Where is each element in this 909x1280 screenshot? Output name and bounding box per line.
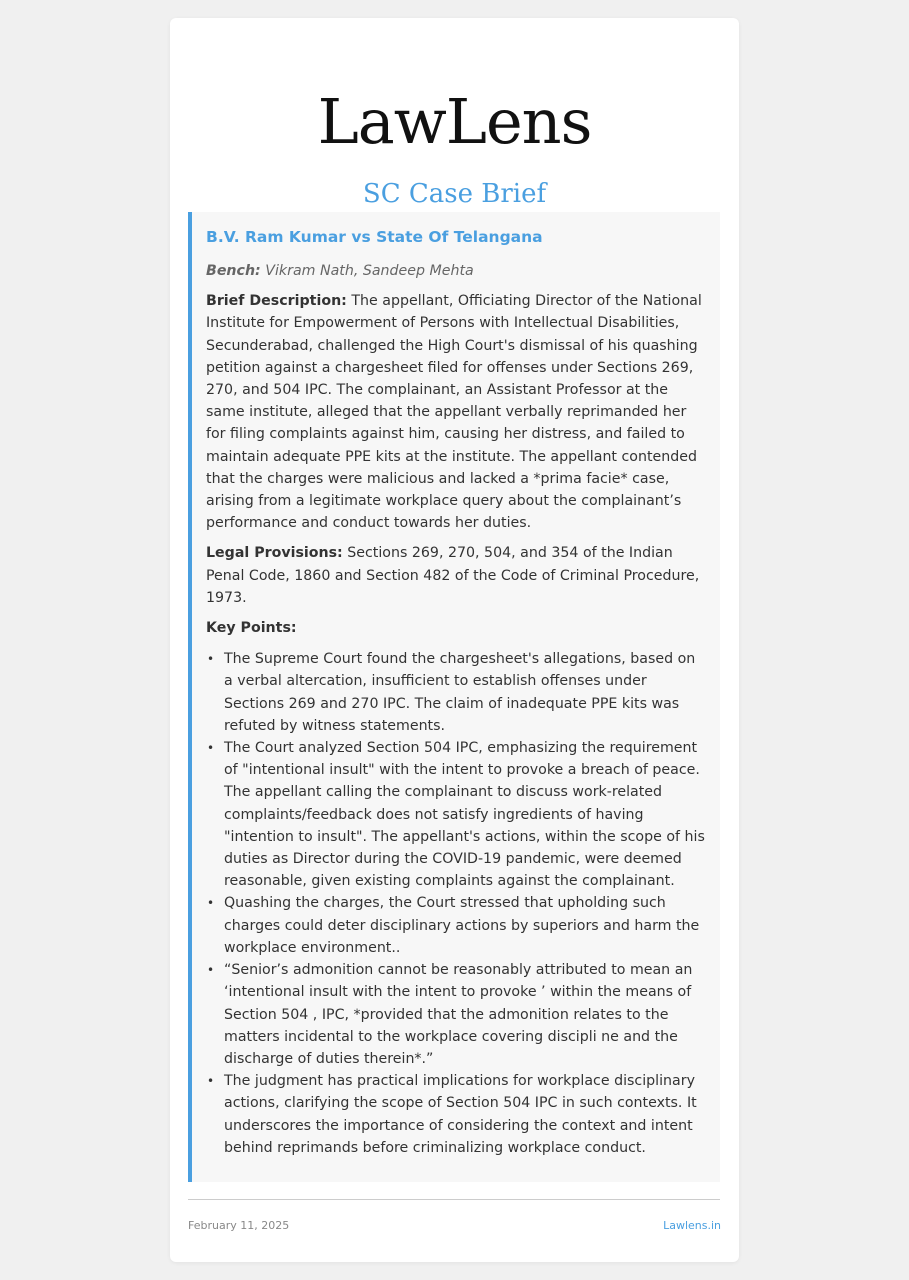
bullet-icon: • <box>207 896 215 911</box>
brief-description <box>206 290 706 534</box>
bench-label: Bench: <box>206 263 261 279</box>
bullet-icon: • <box>207 1074 215 1089</box>
brand-logo: LawLens <box>317 85 592 158</box>
description-text: The appellant, Officiating Director of the National Institute for Empowerment of Persons with Intellectual Disabilities, Secunderabad, challenged the High Court's dismissal of his quashing petition against a chargesheet filed for offenses under Sections 269, 270, and 504 IPC. The complainant, an Assistant Professor at the same institute, alleged that the appellant verbally reprimanded her for filing complaints against him, causing her distress, and failed to maintain adequate PPE kits at the institute. The appellant contended that the charges were malicious and lacked a *prima facie* case, arising from a legitimate workplace query about the complainant’s performance and conduct towards her duties. <box>206 293 702 532</box>
key-points-list <box>206 648 706 1159</box>
list-item <box>207 959 706 1070</box>
list-item <box>207 1070 706 1159</box>
provisions-label: Legal Provisions: <box>206 545 343 562</box>
case-brief-panel <box>188 212 720 1182</box>
page-subtitle: SC Case Brief <box>362 179 547 209</box>
key-point-text: The Court analyzed Section 504 IPC, emphasizing the requirement of "intentional insult" with the intent to provoke a breach of peace. The appellant calling the complainant to discuss work-related complaints/feedback does not satisfy ingredients of having "intention to insult". The appellant's actions, within the scope of his duties as Director during the COVID-19 pandemic, were deemed reasonable, given existing complaints against the complainant. <box>224 740 705 890</box>
key-point-text: Quashing the charges, the Court stressed that upholding such charges could deter disciplinary actions by superiors and harm the workplace environment.. <box>224 895 700 956</box>
key-point-text: The judgment has practical implications for workplace disciplinary actions, clarifying the scope of Section 504 IPC in such contexts. It underscores the importance of considering the context and intent behind reprimands before criminalizing workplace conduct. <box>224 1073 697 1156</box>
brief-card <box>170 18 739 1262</box>
key-points-heading: Key Points: <box>206 620 297 637</box>
list-item <box>207 648 706 737</box>
list-item <box>207 737 706 892</box>
case-title: B.V. Ram Kumar vs State Of Telangana <box>206 228 543 246</box>
footer-site-link[interactable]: Lawlens.in <box>663 1219 721 1232</box>
footer-date: February 11, 2025 <box>188 1219 290 1232</box>
bullet-icon: • <box>207 652 215 667</box>
legal-provisions <box>206 542 706 609</box>
footer-divider <box>188 1199 720 1200</box>
key-point-text: The Supreme Court found the chargesheet's allegations, based on a verbal altercation, insufficient to establish offenses under Sections 269 and 270 IPC. The claim of inadequate PPE kits was refuted by witness statements. <box>224 651 696 734</box>
bullet-icon: • <box>207 963 215 978</box>
list-item <box>207 892 706 959</box>
provisions-text: Sections 269, 270, 504, and 354 of the Indian Penal Code, 1860 and Section 482 of the Code of Criminal Procedure, 1973. <box>206 545 700 606</box>
key-point-text: “Senior’s admonition cannot be reasonably attributed to mean an ‘intentional insult with the intent to provoke ’ within the means of Section 504 , IPC, *provided that the admonition relates to the matters incidental to the workplace covering discipli ne and the discharge of duties therein*.” <box>224 962 693 1067</box>
bench-value: Vikram Nath, Sandeep Mehta <box>265 263 474 279</box>
description-label: Brief Description: <box>206 293 347 310</box>
bullet-icon: • <box>207 741 215 756</box>
bench-line <box>206 260 706 282</box>
